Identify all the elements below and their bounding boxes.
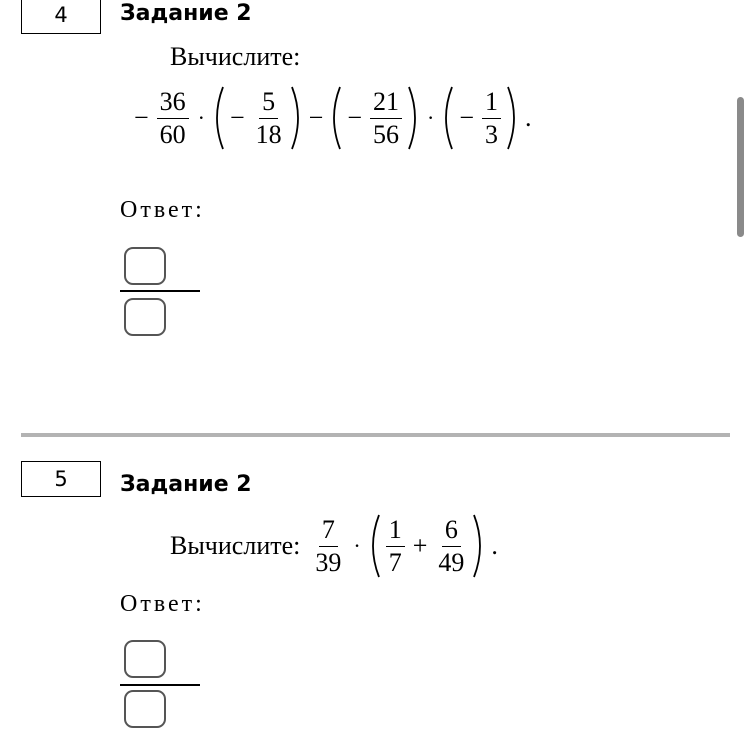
task-prompt: Вычислите: — [170, 531, 301, 560]
minus-sign: − — [347, 103, 363, 132]
left-paren — [439, 85, 455, 151]
task-number: 5 — [21, 461, 101, 497]
numerator: 7 — [319, 517, 338, 547]
scrollbar-thumb[interactable] — [737, 97, 744, 237]
minus-sign: − — [134, 103, 149, 132]
denominator: 7 — [388, 547, 402, 577]
answer-numerator-input[interactable] — [124, 640, 166, 678]
denominator: 18 — [255, 119, 282, 149]
math-expression — [170, 510, 502, 582]
fraction-bar — [120, 684, 200, 686]
fraction — [435, 514, 467, 577]
task-number: 4 — [21, 0, 101, 34]
period: . — [491, 531, 498, 560]
fraction-bar — [120, 290, 200, 292]
multiply-dot: · — [197, 105, 205, 130]
plus-sign: + — [412, 531, 428, 560]
left-paren — [210, 85, 226, 151]
denominator: 56 — [373, 119, 400, 149]
fraction — [312, 514, 344, 577]
left-paren — [327, 85, 343, 151]
right-paren — [289, 85, 305, 151]
numerator: 36 — [157, 89, 189, 119]
multiply-dot: · — [353, 533, 361, 558]
minus-sign: − — [230, 103, 245, 132]
task-5 — [0, 455, 750, 750]
numerator: 5 — [259, 89, 278, 119]
left-paren — [366, 513, 382, 579]
answer-numerator-input[interactable] — [124, 247, 166, 285]
fraction — [386, 514, 405, 577]
task-divider — [21, 433, 730, 437]
fraction — [370, 86, 402, 149]
answer-denominator-input[interactable] — [124, 690, 166, 728]
math-expression — [130, 82, 536, 154]
answer-label: Ответ: — [120, 591, 205, 617]
numerator: 1 — [386, 517, 405, 547]
denominator: 39 — [315, 547, 342, 577]
task-title: Задание 2 — [120, 472, 252, 497]
fraction — [253, 86, 285, 149]
numerator: 21 — [370, 89, 402, 119]
answer-denominator-input[interactable] — [124, 298, 166, 336]
right-paren — [505, 85, 521, 151]
denominator: 60 — [159, 119, 186, 149]
period: . — [525, 103, 532, 132]
minus-sign: − — [459, 103, 475, 132]
task-prompt: Вычислите: — [170, 42, 301, 71]
answer-label: Ответ: — [120, 197, 205, 223]
multiply-dot: · — [427, 105, 435, 130]
numerator: 1 — [482, 89, 501, 119]
fraction — [482, 86, 501, 149]
right-paren — [406, 85, 422, 151]
fraction — [157, 86, 189, 149]
denominator: 3 — [485, 119, 499, 149]
numerator: 6 — [442, 517, 461, 547]
right-paren — [471, 513, 487, 579]
minus-sign: − — [308, 103, 324, 132]
task-title: Задание 2 — [120, 1, 252, 26]
denominator: 49 — [438, 547, 465, 577]
